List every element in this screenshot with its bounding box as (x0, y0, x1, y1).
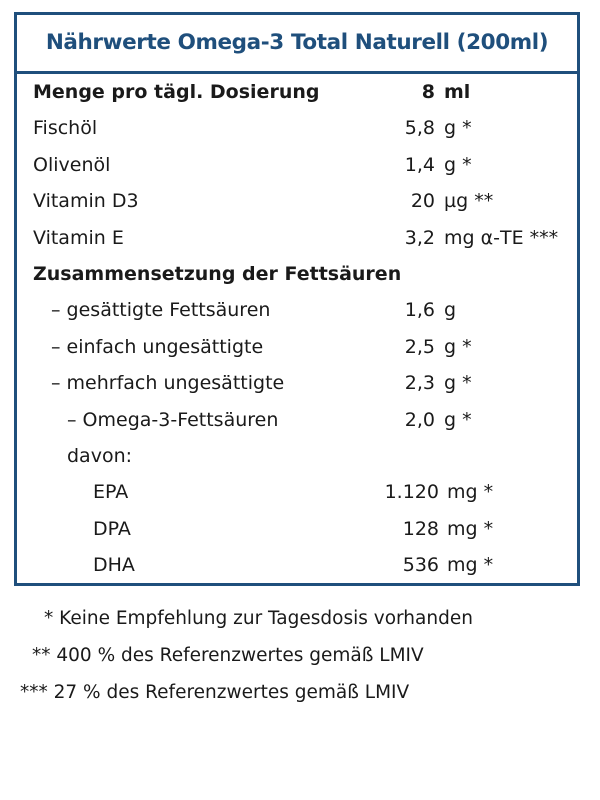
table-row (17, 74, 577, 110)
row-label: – einfach ungesättigte (51, 335, 264, 358)
row-label: Menge pro tägl. Dosierung (33, 81, 320, 103)
row-label: Fischöl (33, 117, 98, 140)
row-unit: mg α-TE *** (444, 226, 559, 249)
row-unit: g * (444, 408, 472, 431)
row-unit: g (444, 299, 457, 322)
table-row (17, 402, 577, 438)
table-row (17, 147, 577, 183)
row-label: davon: (67, 445, 133, 467)
row-label: EPA (93, 481, 129, 504)
table-row (17, 220, 577, 256)
row-unit: g * (444, 153, 472, 176)
table-row (17, 365, 577, 401)
row-unit: g * (444, 372, 472, 395)
row-amount: 2,3 (404, 372, 435, 395)
table-row (17, 183, 577, 219)
row-amount: 1,4 (404, 153, 435, 176)
row-unit: ml (444, 81, 471, 103)
row-unit: g * (444, 117, 472, 140)
row-unit: g * (444, 335, 472, 358)
row-unit: µg ** (444, 190, 494, 213)
row-amount: 2,5 (404, 335, 435, 358)
row-unit: mg * (447, 481, 494, 504)
table-title: Nährwerte Omega-3 Total Naturell (200ml) (17, 15, 577, 74)
row-unit: mg * (447, 517, 494, 540)
row-amount: 3,2 (404, 226, 435, 249)
row-amount: 128 (402, 517, 439, 540)
table-row (17, 110, 577, 146)
nutrition-table (14, 12, 580, 586)
footnote-2: ** 400 % des Referenzwertes gemäß LMIV (32, 645, 424, 666)
row-label: Vitamin E (33, 226, 124, 249)
row-label: – gesättigte Fettsäuren (51, 299, 271, 322)
row-unit: mg * (447, 554, 494, 577)
footnote-3: *** 27 % des Referenzwertes gemäß LMIV (20, 682, 410, 703)
row-amount: 8 (421, 81, 435, 103)
table-row (17, 329, 577, 365)
row-amount: 5,8 (404, 117, 435, 140)
table-row (17, 292, 577, 328)
row-label: Olivenöl (33, 153, 111, 176)
row-label: DHA (93, 554, 135, 577)
row-amount: 2,0 (404, 408, 435, 431)
row-label: – mehrfach ungesättigte (51, 372, 285, 395)
row-amount: 536 (402, 554, 439, 577)
table-row (17, 547, 577, 583)
table-row (17, 474, 577, 510)
row-label: DPA (93, 517, 131, 540)
row-amount: 20 (410, 190, 435, 213)
table-row (17, 511, 577, 547)
row-label: – Omega-3-Fettsäuren (67, 408, 279, 431)
row-label: Vitamin D3 (33, 190, 139, 213)
table-row (17, 438, 577, 474)
footnote-1: * Keine Empfehlung zur Tagesdosis vorhanden (44, 608, 473, 629)
row-amount: 1,6 (404, 299, 435, 322)
row-amount: 1.120 (384, 481, 439, 504)
table-row (17, 256, 577, 292)
row-label: Zusammensetzung der Fettsäuren (33, 263, 402, 285)
